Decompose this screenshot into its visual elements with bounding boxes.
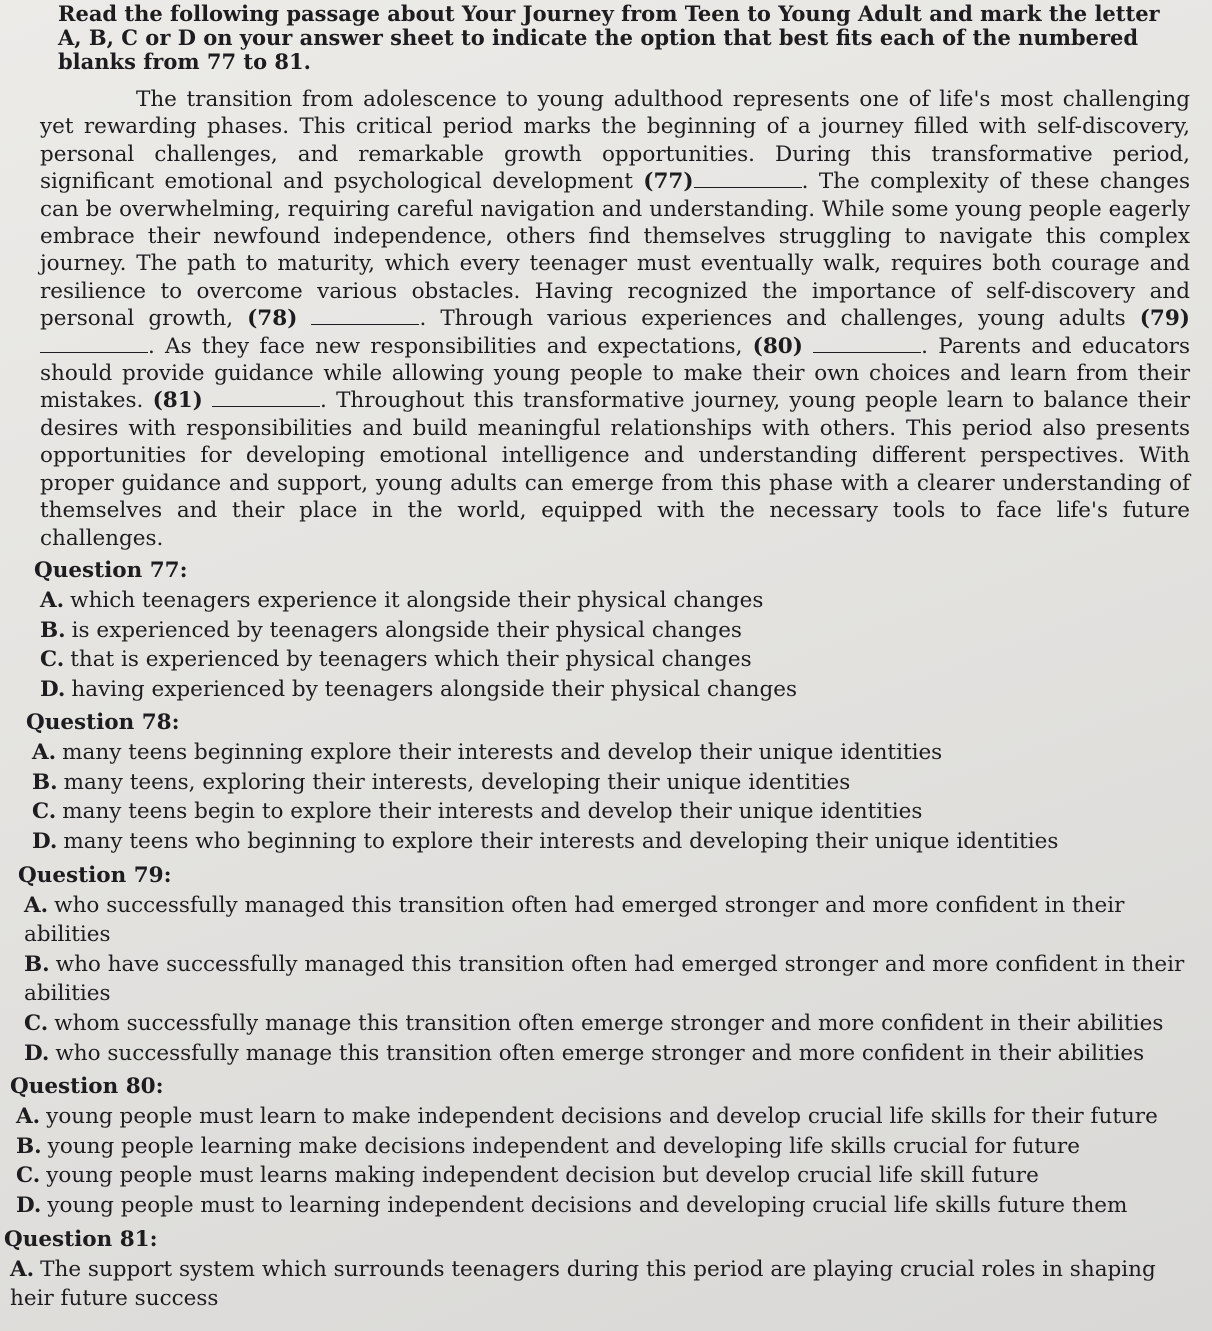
option-text: many teens begin to explore their interests and develop their unique identities — [62, 799, 923, 825]
question-79 — [18, 861, 1190, 1069]
question-80 — [10, 1072, 1190, 1220]
option-letter: A. — [32, 740, 57, 766]
passage-text-4: . As they face new responsibilities and expectations, — [148, 333, 743, 359]
option-text: who have successfully managed this transition often had emerged stronger and more confident in their abilities — [24, 951, 1185, 1007]
option-d — [40, 675, 1190, 705]
blank-79 — [40, 338, 148, 353]
option-letter: B. — [40, 617, 66, 643]
question-title: Question 77: — [34, 557, 188, 583]
option-text: which teenagers experience it alongside their physical changes — [70, 587, 764, 613]
passage-text-1: The transition from adolescence to young adulthood represents one of life's most challenging yet rewarding phases. This critical period marks the beginning of a journey filled with self-discovery, personal challenges, and remarkable growth opportunities. During this transformative period, significant emotional and psychological development — [40, 87, 1190, 195]
option-b — [32, 768, 1190, 798]
option-text: young people must learn to make independent decisions and develop crucial life skills for their future — [46, 1104, 1158, 1130]
option-letter: A. — [16, 1104, 41, 1130]
option-text: many teens beginning explore their interests and develop their unique identities — [62, 740, 943, 766]
option-letter: A. — [10, 1256, 35, 1282]
blank-77 — [694, 173, 802, 188]
option-letter: B. — [32, 769, 58, 795]
option-d — [32, 827, 1190, 857]
option-letter: B. — [16, 1133, 42, 1159]
option-text: having experienced by teenagers alongside their physical changes — [71, 676, 798, 702]
option-text: young people must to learning independent decisions and developing crucial life skills future them — [47, 1193, 1128, 1218]
option-a — [16, 1102, 1190, 1132]
option-d — [24, 1039, 1190, 1069]
option-c — [32, 797, 1190, 827]
instructions: Read the following passage about Your Journey from Teen to Young Adult and mark the letter A, B, C or D on your answer sheet to indicate the option that best fits each of the numbered blanks from 77 to 81. — [58, 1, 1160, 74]
option-letter: C. — [16, 1163, 41, 1189]
question-78 — [26, 708, 1190, 856]
question-77 — [34, 556, 1190, 704]
question-81 — [4, 1225, 1190, 1314]
option-text: that is experienced by teenagers which their physical changes — [70, 647, 752, 673]
option-letter: C. — [40, 647, 65, 673]
blank-number-79: (79) — [1139, 306, 1190, 332]
blank-number-77: (77) — [643, 169, 694, 195]
option-c — [24, 1009, 1190, 1039]
option-c — [40, 645, 1190, 675]
option-letter: D. — [32, 829, 58, 855]
option-letter: B. — [24, 951, 50, 977]
option-letter: D. — [16, 1193, 42, 1218]
question-title: Question 80: — [10, 1074, 164, 1100]
option-letter: C. — [24, 1011, 49, 1037]
option-letter: D. — [24, 1040, 50, 1066]
blank-81 — [212, 392, 320, 407]
option-a — [32, 738, 1190, 768]
blank-number-78: (78) — [247, 306, 298, 332]
option-text: many teens who beginning to explore their interests and developing their unique identities — [63, 829, 1059, 855]
option-a — [40, 586, 1190, 616]
passage-text-2: . The complexity of these changes can be overwhelming, requiring careful navigation and understanding. While some young people eagerly embrace their newfound independence, others find themselves struggling to navigate this complex journey. The path to maturity, which every teenager must eventually walk, requires both courage and resilience to overcome various obstacles. Having recognized the importance of self-discovery and personal growth, — [40, 169, 1190, 332]
question-title: Question 79: — [18, 862, 172, 888]
option-letter: C. — [32, 799, 57, 825]
option-text: is experienced by teenagers alongside their physical changes — [71, 617, 742, 643]
option-a — [10, 1255, 1190, 1314]
option-b — [40, 616, 1190, 646]
option-letter: A. — [24, 892, 49, 918]
option-text: many teens, exploring their interests, developing their unique identities — [63, 769, 851, 795]
option-b — [24, 950, 1190, 1009]
blank-78 — [311, 310, 419, 325]
option-text: The support system which surrounds teenagers during this period are playing crucial roles in shaping heir future success — [10, 1256, 1156, 1312]
option-text: whom successfully manage this transition often emerge stronger and more confident in their abilities — [54, 1011, 1164, 1037]
passage-text-6: . Throughout this transformative journey, young people learn to balance their desires with responsibilities and build meaningful relationships with others. This period also presents opportunities for developing emotional intelligence and understanding different perspectives. With proper guidance and support, young adults can emerge from this phase with a clearer understanding of themselves and their place in the world, equipped with the necessary tools to face life's future challenges. — [40, 388, 1191, 551]
question-title: Question 81: — [4, 1226, 158, 1252]
option-c — [16, 1161, 1190, 1191]
option-text: who successfully managed this transition often had emerged stronger and more confident in their abilities — [24, 892, 1125, 948]
reading-passage — [40, 86, 1190, 552]
blank-number-81: (81) — [152, 388, 203, 414]
option-b — [16, 1132, 1190, 1162]
option-text: young people learning make decisions independent and developing life skills crucial for future — [47, 1133, 1080, 1159]
option-a — [24, 891, 1190, 950]
blank-80 — [813, 338, 921, 353]
option-text: young people must learns making independent decision but develop crucial life skill future — [46, 1163, 1039, 1189]
option-letter: A. — [40, 587, 65, 613]
blank-number-80: (80) — [752, 333, 803, 359]
option-letter: D. — [40, 676, 66, 702]
passage-text-5: . Parents and educators should provide guidance while allowing young people to make their own choices and learn from their mistakes. — [40, 333, 1190, 414]
passage-text-3: . Through various experiences and challenges, young adults — [419, 306, 1126, 332]
question-title: Question 78: — [26, 710, 180, 736]
option-text: who successfully manage this transition often emerge stronger and more confident in their abilities — [55, 1040, 1145, 1066]
option-d — [16, 1191, 1190, 1221]
